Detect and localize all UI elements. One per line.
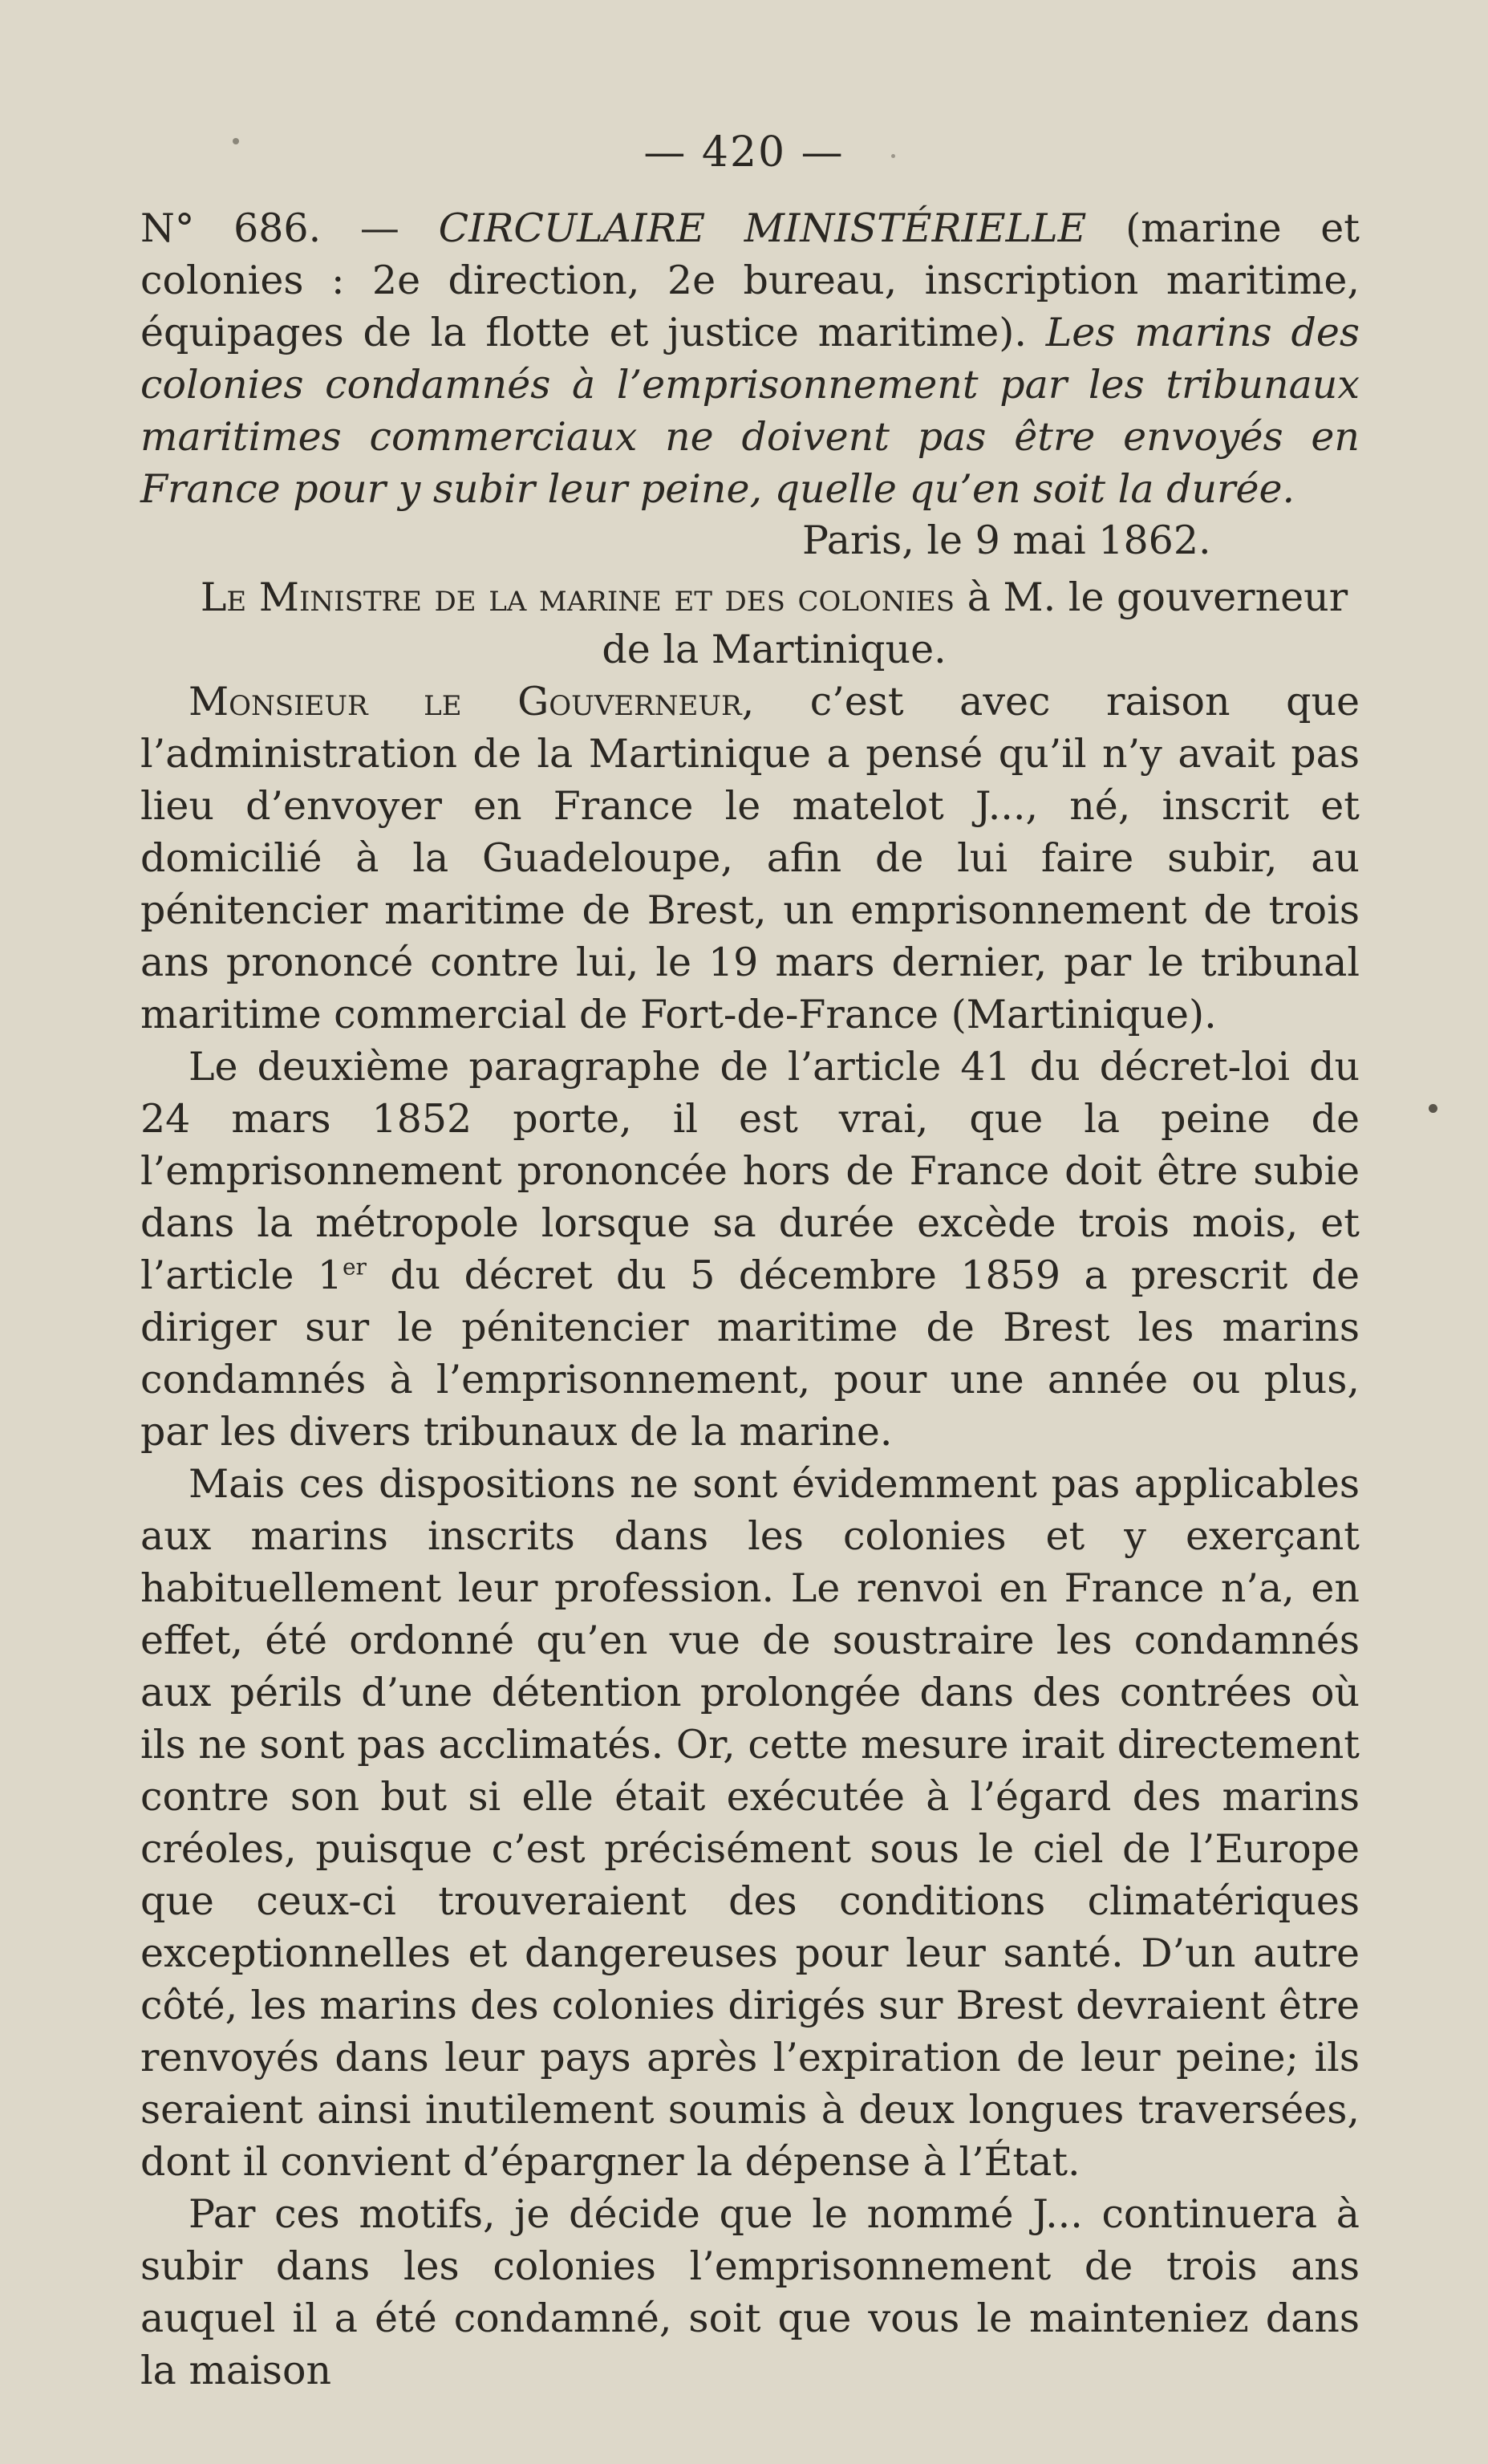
address-sender: Le Ministre de la marine et des colonies [200, 574, 955, 620]
circular-summary: Les marins des colonies condamnés à l’emprisonnement par les tribunaux maritimes commerciaux ne doivent pas être envoyés en France pour y subir leur peine, quelle qu’en soit la durée. [140, 310, 1360, 512]
salutation: Monsieur le Gouverneur, [189, 679, 755, 725]
paragraph-2-text-a: Le deuxième paragraphe de l’article 41 du décret-loi du 24 mars 1852 porte, il est vrai, que la peine de l’emprisonnement prononcée hors de France doit être subie dans la métropole lorsque sa durée excède trois mois, et l’article 1 [140, 1044, 1360, 1298]
date-line: Paris, le 9 mai 1862. [802, 518, 1211, 563]
ordinal-superscript: er [342, 1253, 367, 1281]
paragraph-1-text: c’est avec raison que l’administration de la Martinique a pensé qu’il n’y avait pas lieu d’envoyer en France le matelot J..., né, inscrit et domicilié à la Guadeloupe, afin de lui faire subir, au pénitencier maritime de Brest, un emprisonnement de trois ans prononcé contre lui, le 19 mars dernier, par le tribunal maritime commercial de Fort-de-France (Martinique). [140, 679, 1360, 1037]
letter-body [140, 676, 1360, 2397]
page-number: — 420 — [643, 128, 845, 177]
paragraph-1 [140, 676, 1360, 1041]
paragraph-4: Par ces motifs, je décide que le nommé J... continuera à subir dans les colonies l’emprisonnement de trois ans auquel il a été condamné, soit que vous le mainteniez dans la maison [140, 2191, 1360, 2393]
circular-number: N° 686. — [140, 205, 399, 251]
ink-speck [891, 154, 895, 158]
circular-heading [140, 202, 1360, 515]
paragraph-2 [140, 1041, 1360, 1458]
ink-speck [233, 138, 239, 144]
address-recipient: à M. le gouverneur de la Martinique. [602, 574, 1348, 672]
circular-details: (marine et colonies : 2e direction, 2e bureau, inscription maritime, équipages de la flotte et justice maritime). [140, 205, 1360, 355]
paragraph-3: Mais ces dispositions ne sont évidemment pas applicables aux marins inscrits dans les colonies et y exerçant habituellement leur profession. Le renvoi en France n’a, en effet, été ordonné qu’en vue de soustraire les condamnés aux périls d’une détention prolongée dans des contrées où ils ne sont pas acclimatés. Or, cette mesure irait directement contre son but si elle était exécutée à l’égard des marins créoles, puisque c’est précisément sous le ciel de l’Europe que ceux-ci trouveraient des conditions climatériques exceptionnelles et dangereuses pour leur santé. D’un autre côté, les marins des colonies dirigés sur Brest devraient être renvoyés dans leur pays après l’expiration de leur peine; ils seraient ainsi inutilement soumis à deux longues traversées, dont il convient d’épargner la dépense à l’État. [140, 1461, 1360, 2185]
circular-title: CIRCULAIRE MINISTÉRIELLE [438, 205, 1087, 251]
paragraph-2-text-b: du décret du 5 décembre 1859 a prescrit de diriger sur le pénitencier maritime de Brest les marins condamnés à l’emprisonnement, pour une année ou plus, par les divers tribunaux de la marine. [140, 1252, 1360, 1455]
ink-speck [1429, 1104, 1437, 1113]
address-line [184, 571, 1364, 676]
